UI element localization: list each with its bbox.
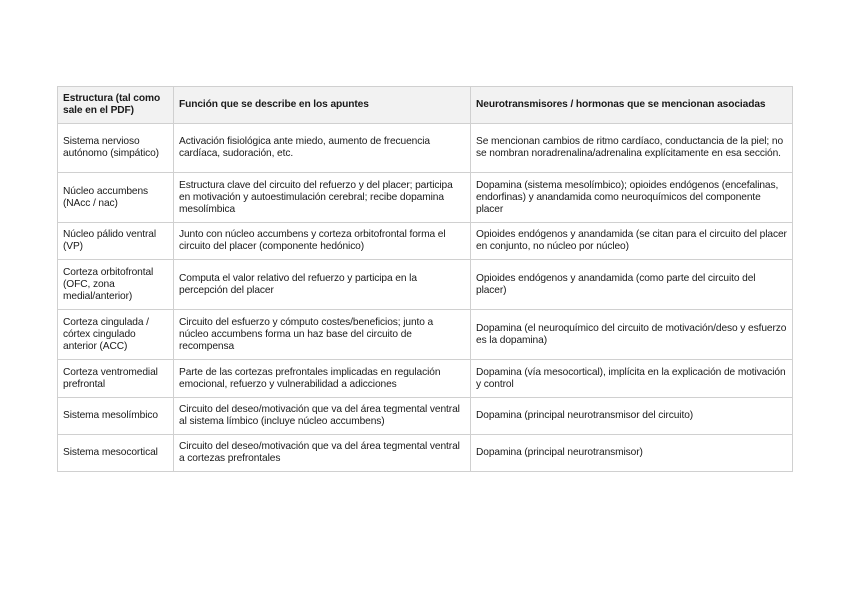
neuro-structures-table	[57, 86, 793, 472]
cell-structure: Núcleo accumbens (NAcc / nac)	[58, 173, 174, 223]
cell-function: Parte de las cortezas prefrontales implicadas en regulación emocional, refuerzo y vulnerabilidad a adicciones	[174, 360, 471, 398]
header-neurotransmitters: Neurotransmisores / hormonas que se mencionan asociadas	[471, 87, 793, 124]
cell-structure: Sistema nervioso autónomo (simpático)	[58, 124, 174, 173]
header-structure: Estructura (tal como sale en el PDF)	[58, 87, 174, 124]
cell-neurotransmitters: Se mencionan cambios de ritmo cardíaco, conductancia de la piel; no se nombran noradrenalina/adrenalina explícitamente en esa sección.	[471, 124, 793, 173]
cell-function: Estructura clave del circuito del refuerzo y del placer; participa en motivación y autoestimulación cerebral; recibe dopamina mesolímbica	[174, 173, 471, 223]
cell-structure: Corteza orbitofrontal (OFC, zona medial/anterior)	[58, 260, 174, 310]
cell-structure: Corteza ventromedial prefrontal	[58, 360, 174, 398]
cell-function: Computa el valor relativo del refuerzo y participa en la percepción del placer	[174, 260, 471, 310]
cell-neurotransmitters: Dopamina (principal neurotransmisor del circuito)	[471, 398, 793, 435]
table-row	[58, 173, 793, 223]
cell-neurotransmitters: Dopamina (vía mesocortical), implícita en la explicación de motivación y control	[471, 360, 793, 398]
cell-structure: Sistema mesolímbico	[58, 398, 174, 435]
cell-neurotransmitters: Dopamina (principal neurotransmisor)	[471, 435, 793, 472]
cell-structure: Núcleo pálido ventral (VP)	[58, 223, 174, 260]
cell-neurotransmitters: Opioides endógenos y anandamida (se citan para el circuito del placer en conjunto, no núcleo por núcleo)	[471, 223, 793, 260]
header-row	[58, 87, 793, 124]
table-row	[58, 310, 793, 360]
cell-function: Junto con núcleo accumbens y corteza orbitofrontal forma el circuito del placer (componente hedónico)	[174, 223, 471, 260]
cell-function: Circuito del deseo/motivación que va del área tegmental ventral a cortezas prefrontales	[174, 435, 471, 472]
header-function: Función que se describe en los apuntes	[174, 87, 471, 124]
table-row	[58, 360, 793, 398]
table-body	[58, 124, 793, 472]
cell-structure: Corteza cingulada / córtex cingulado anterior (ACC)	[58, 310, 174, 360]
table-row	[58, 223, 793, 260]
cell-function: Circuito del esfuerzo y cómputo costes/beneficios; junto a núcleo accumbens forma un haz base del circuito de recompensa	[174, 310, 471, 360]
cell-neurotransmitters: Dopamina (sistema mesolímbico); opioides endógenos (encefalinas, endorfinas) y anandamida como neuroquímicos del componente placer	[471, 173, 793, 223]
table-header	[58, 87, 793, 124]
cell-structure: Sistema mesocortical	[58, 435, 174, 472]
table-row	[58, 124, 793, 173]
table-row	[58, 398, 793, 435]
cell-neurotransmitters: Opioides endógenos y anandamida (como parte del circuito del placer)	[471, 260, 793, 310]
cell-function: Activación fisiológica ante miedo, aumento de frecuencia cardíaca, sudoración, etc.	[174, 124, 471, 173]
cell-neurotransmitters: Dopamina (el neuroquímico del circuito de motivación/deso y esfuerzo es la dopamina)	[471, 310, 793, 360]
table-row	[58, 435, 793, 472]
table-row	[58, 260, 793, 310]
cell-function: Circuito del deseo/motivación que va del área tegmental ventral al sistema límbico (incluye núcleo accumbens)	[174, 398, 471, 435]
